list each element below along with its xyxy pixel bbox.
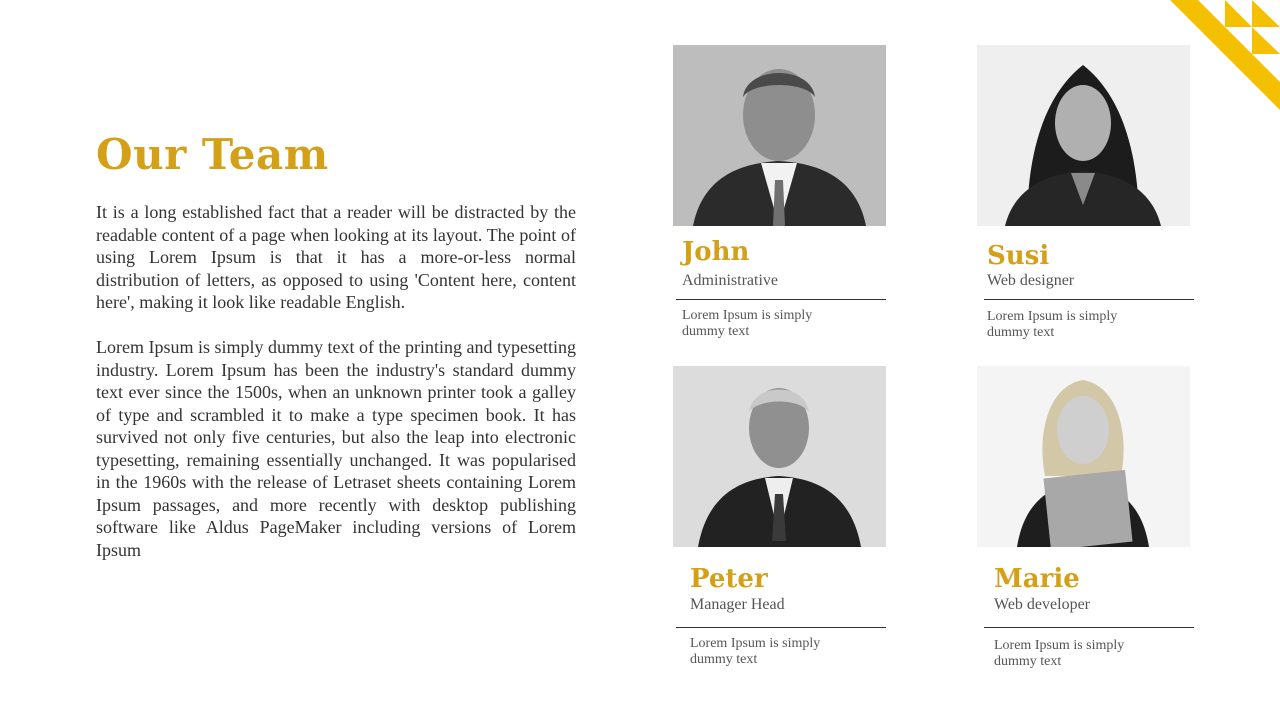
member-desc-john: Lorem Ipsum is simply dummy text <box>682 308 813 339</box>
body-paragraph: Lorem Ipsum is simply dummy text of the printing and typesetting industry. Lorem Ipsum has been the industry's standard dummy text ever since the 1500s, when an unknown printer took a galley of type and scrambled it to make a type specimen book. It has survived not only five centuries, but also the leap into electronic typesetting, remaining essentially unchanged. It was popularised in the 1960s with the release of Letraset sheets containing Lorem Ipsum passages, and more recently with desktop publishing software like Aldus PageMaker including versions of Lorem Ipsum <box>96 337 576 560</box>
member-role-marie: Web developer <box>994 596 1090 613</box>
intro-paragraph: It is a long established fact that a reader will be distracted by the readable content of a page when looking at its layout. The point of using Lorem Ipsum is that it has a more-or-less normal distribution of letters, as opposed to using 'Content here, content here', making it look like readable English. <box>96 202 576 312</box>
member-desc-peter: Lorem Ipsum is simply dummy text <box>690 636 821 667</box>
divider <box>984 299 1194 300</box>
page-title: Our Team <box>96 130 329 179</box>
member-role-peter: Manager Head <box>690 596 785 613</box>
member-role-john: Administrative <box>682 272 778 289</box>
susi-photo <box>977 45 1190 226</box>
peter-photo <box>673 366 886 547</box>
member-name-susi: Susi <box>987 241 1050 271</box>
member-desc-susi: Lorem Ipsum is simply dummy text <box>987 309 1118 340</box>
member-role-susi: Web designer <box>987 272 1075 289</box>
divider <box>676 627 886 628</box>
divider <box>984 627 1194 628</box>
divider <box>676 299 886 300</box>
marie-photo <box>977 366 1190 547</box>
member-name-john: John <box>682 237 750 267</box>
john-photo <box>673 45 886 226</box>
member-name-marie: Marie <box>994 564 1080 594</box>
member-name-peter: Peter <box>690 564 768 594</box>
member-desc-marie: Lorem Ipsum is simply dummy text <box>994 638 1125 669</box>
